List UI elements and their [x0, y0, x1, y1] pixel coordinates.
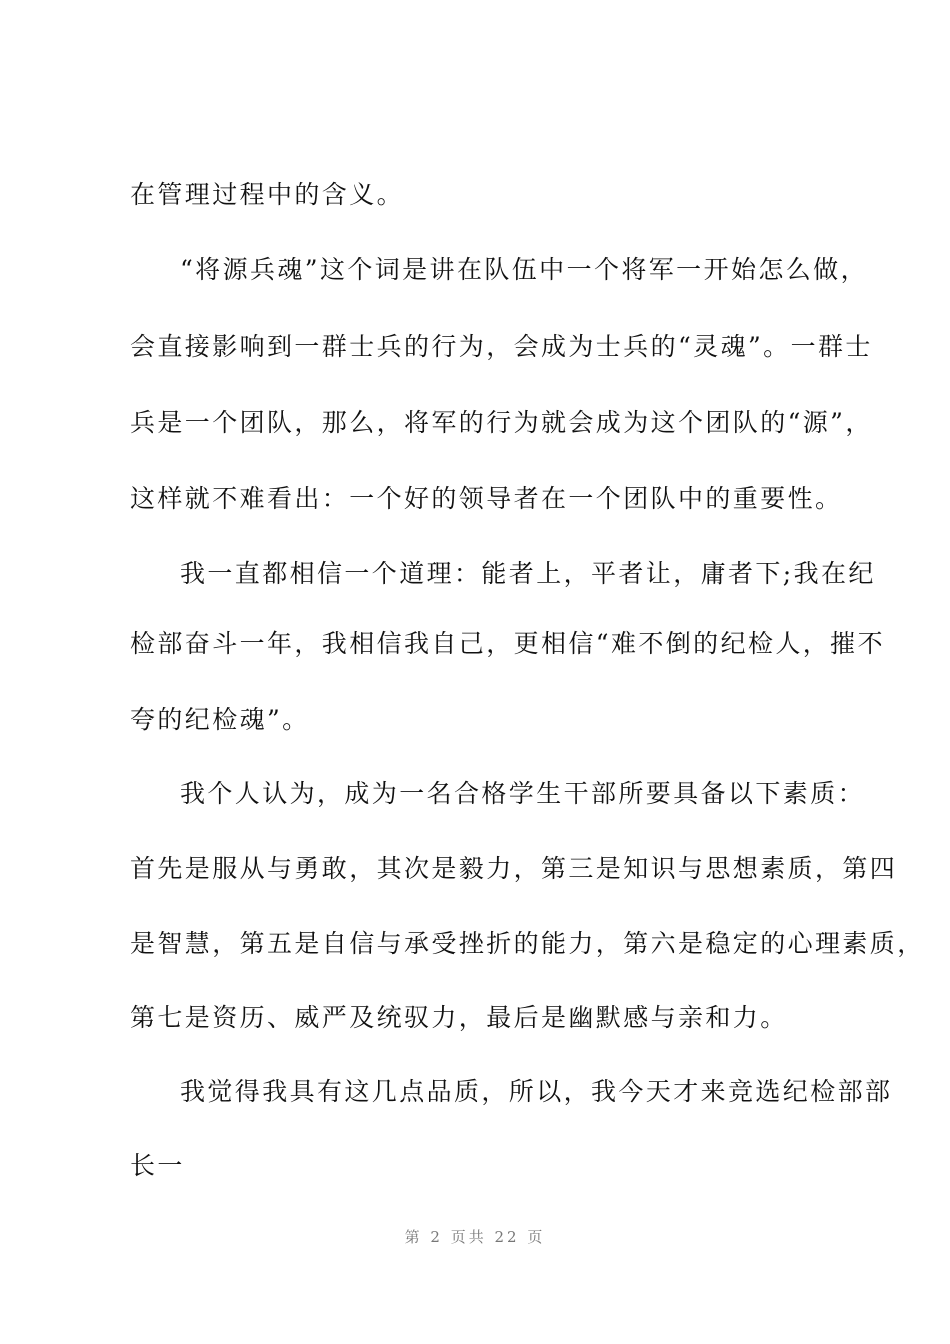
- text-line-7: 检部奋斗一年，我相信我自己，更相信“难不倒的纪检人，摧不: [130, 629, 885, 658]
- text-line-14: 长一: [130, 1151, 185, 1180]
- text-line-2: “将源兵魂”这个词是讲在队伍中一个将军一开始怎么做，: [180, 255, 868, 284]
- text-line-9: 我个人认为，成为一名合格学生干部所要具备以下素质：: [180, 779, 866, 808]
- text-line-3: 会直接影响到一群士兵的行为，会成为士兵的“灵魂”。一群士: [130, 332, 873, 361]
- text-line-1: 在管理过程中的含义。: [130, 180, 405, 209]
- text-line-6: 我一直都相信一个道理：能者上，平者让，庸者下;我在纪: [180, 559, 876, 588]
- page-footer: 第 2 页共 22 页: [404, 1228, 546, 1246]
- text-line-5: 这样就不难看出：一个好的领导者在一个团队中的重要性。: [130, 484, 843, 513]
- text-line-13: 我觉得我具有这几点品质，所以，我今天才来竞选纪检部部: [180, 1077, 893, 1106]
- text-line-8: 夸的纪检魂”。: [130, 705, 310, 734]
- text-line-11: 是智慧，第五是自信与承受挫折的能力，第六是稳定的心理素质，: [130, 929, 925, 958]
- text-line-12: 第七是资历、威严及统驭力，最后是幽默感与亲和力。: [130, 1003, 788, 1032]
- text-line-4: 兵是一个团队，那么，将军的行为就会成为这个团队的“源”，: [130, 408, 873, 437]
- text-line-10: 首先是服从与勇敢，其次是毅力，第三是知识与思想素质，第四: [130, 854, 898, 883]
